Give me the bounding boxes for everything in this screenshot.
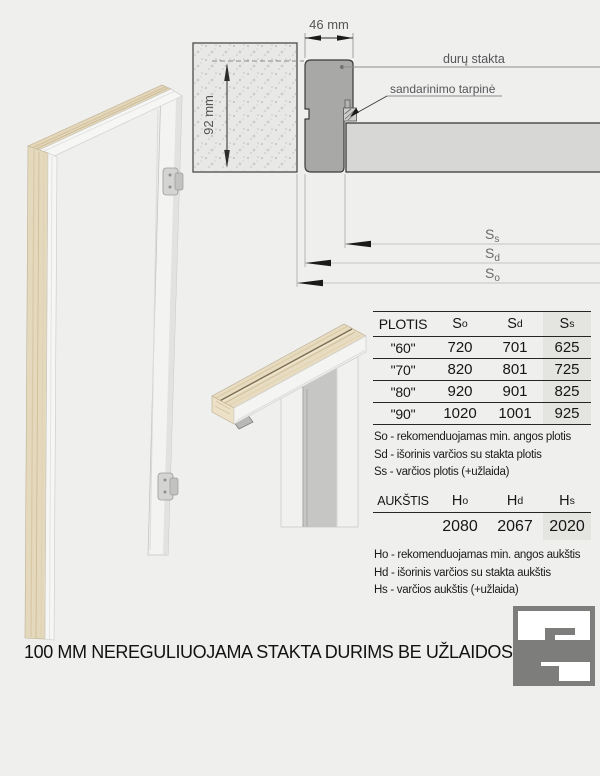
brand-logo-icon [513, 606, 595, 686]
width-col-so: S o [452, 316, 468, 332]
height-legend [374, 547, 600, 600]
extension-lines [297, 174, 345, 287]
width-legend [374, 429, 600, 482]
dim-sd-label: $S_d$ [485, 245, 500, 264]
row-size: "90" [390, 405, 416, 422]
height-table-title: AUKŠTIS [377, 494, 429, 508]
width-table-row [373, 337, 591, 359]
height-table-row [373, 513, 591, 540]
row-ho: 2080 [442, 517, 478, 535]
door-frame-3d-render [10, 80, 195, 645]
row-hs: 2020 [543, 513, 591, 540]
width-table-row [373, 359, 591, 381]
dim-92mm-label: 92 mm [201, 95, 216, 135]
row-spacer [373, 513, 433, 540]
width-col-sd: S d [507, 316, 523, 332]
dim-46mm-label: 46 mm [309, 17, 349, 32]
height-table [373, 490, 591, 540]
row-sd: 901 [502, 383, 528, 400]
width-table-row [373, 381, 591, 403]
width-table-header [373, 312, 591, 337]
legend-line: Hd - išorinis varčios su stakta aukštis [374, 566, 551, 579]
frame-corner-detail-3d [195, 310, 370, 532]
frame-callout-label: durų stakta [443, 52, 505, 66]
row-ss: 625 [543, 337, 591, 358]
cross-section-drawing [190, 15, 600, 290]
height-table-header [373, 490, 591, 513]
dim-so-label: $S_o$ [485, 265, 500, 284]
legend-line: Sd - išorinis varčios su stakta plotis [374, 448, 542, 461]
legend-line: So - rekomenduojamas min. angos plotis [374, 431, 571, 443]
legend-line: Ss - varčios plotis (+užlaida) [374, 466, 510, 478]
row-size: "70" [390, 361, 416, 378]
row-so: 720 [447, 339, 473, 356]
row-size: "80" [390, 383, 416, 400]
row-so: 1020 [443, 405, 477, 422]
sheet-title: 100 MM NEREGULIUOJAMA STAKTA DURIMS BE UŽLAIDOS [24, 642, 513, 662]
width-table-row [373, 403, 591, 425]
row-so: 820 [447, 361, 473, 378]
width-col-ss: S s [543, 312, 591, 336]
width-table [373, 311, 591, 425]
width-dimension-lines [297, 226, 600, 286]
row-size: "60" [390, 339, 416, 356]
row-so: 920 [447, 383, 473, 400]
dim-ss-label: $S_s$ [485, 226, 500, 245]
row-ss: 925 [543, 403, 591, 424]
legend-line: Ho - rekomenduojamas min. angos aukštis [374, 549, 581, 561]
hinge-bottom [158, 473, 178, 500]
height-col-hd: H d [506, 493, 524, 509]
seal-callout-label: sandarinimo tarpinė [390, 82, 496, 96]
door-leaf-section [346, 123, 600, 172]
row-ss: 825 [543, 381, 591, 402]
row-hd: 2067 [497, 517, 533, 535]
height-col-hs: H s [559, 493, 575, 509]
dimension-46mm [305, 17, 353, 58]
frame-left-post [25, 146, 57, 640]
row-sd: 801 [502, 361, 528, 378]
row-ss: 725 [543, 359, 591, 380]
legend-line: Hs - varčios aukštis (+užlaida) [374, 584, 519, 596]
seal-callout [350, 82, 502, 117]
width-table-title: PLOTIS [378, 316, 428, 332]
row-sd: 701 [502, 339, 528, 356]
height-col-ho: H o [451, 493, 469, 509]
row-sd: 1001 [498, 405, 532, 422]
frame-callout [340, 52, 600, 69]
frame-top-beam [28, 85, 182, 158]
